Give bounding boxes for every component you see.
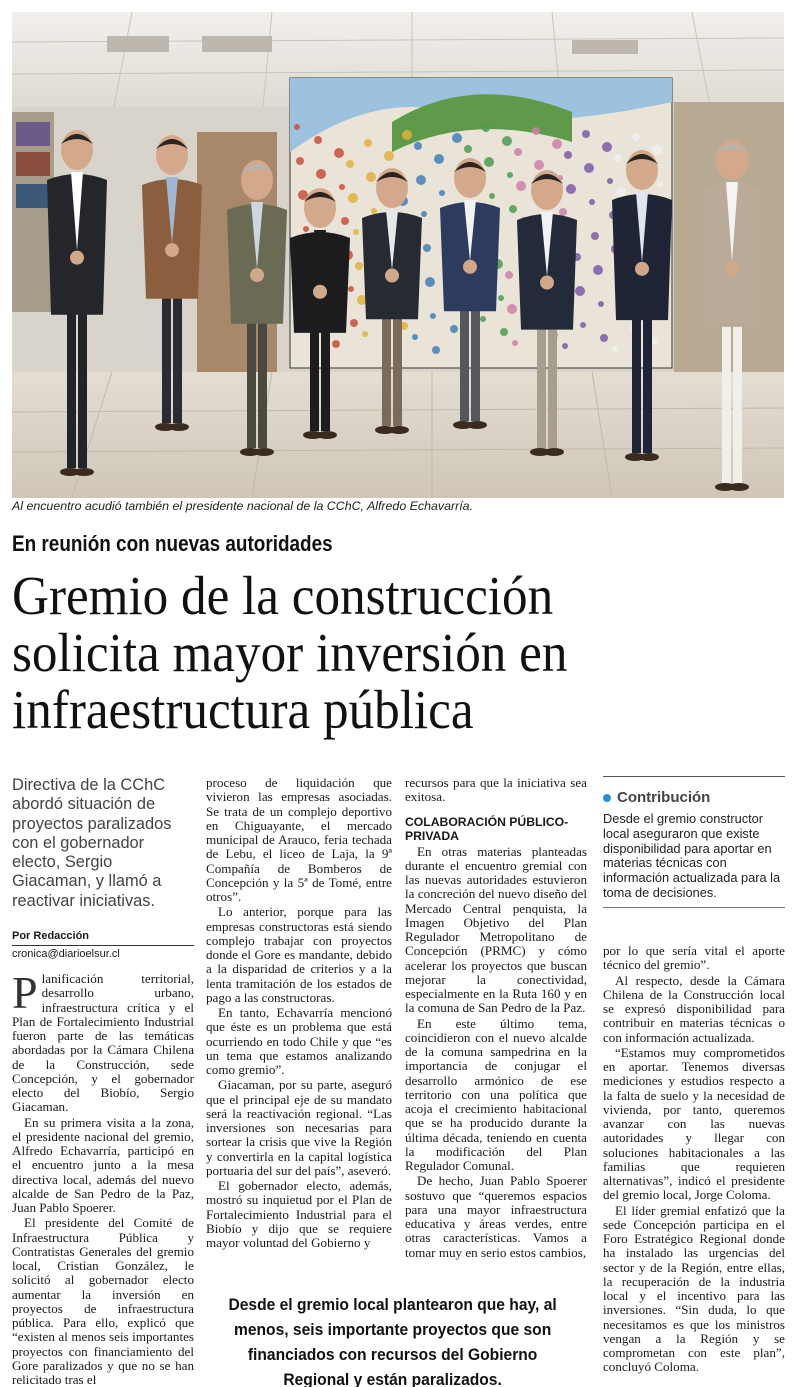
article-paragraph: El gobernador electo, además, mostró su inquietud por el Plan de Fortalecimiento Industrial para el Biobío y dijo que se requiere mayor voluntad del Gobierno y xyxy=(206,1178,392,1250)
headline-line-2: solicita mayor inversión en xyxy=(12,622,568,683)
article-paragraph: Giacaman, por su parte, aseguró que el principal eje de su mandato será la reactivación regional. “Las inversiones son necesarias para sortear la crisis que vive la Región y convertirla en la capital logística portuaria del sur del país”, aseveró. xyxy=(206,1077,392,1178)
group-photo xyxy=(12,12,784,498)
bullet-dot-icon xyxy=(603,794,611,802)
box-bottom-rule xyxy=(603,907,785,908)
box-title-text: Contribución xyxy=(617,789,711,806)
article-paragraph: En otras materias planteadas durante el encuentro gremial con las nuevas autoridades estuvieron la concreción del nuevo diseño del Mercado Central penquista, la Imagen Objetivo del Plan Regulador Metropolitano de Concepción (PRMC) y cómo acelerar los proyectos que buscan mejorar la conectividad, especialmente en la Ruta 160 y en la comuna de San Pedro de la Paz. xyxy=(405,843,587,1016)
byline-rule xyxy=(12,945,194,946)
byline-email: cronica@diarioelsur.cl xyxy=(12,948,120,960)
box-title xyxy=(603,789,785,806)
article-paragraph: Lo anterior, porque para las empresas constructoras está siendo complejo trabajar con proyectos donde el Gore es mandante, debido a la disparidad de criterios y a la lenta tramitación de los estados de pago a las constructoras. xyxy=(206,904,392,1005)
article-paragraph: En tanto, Echavarría mencionó que éste es un problema que está ocurriendo en todo Chile y que “es un tema que estamos analizando como gremio”. xyxy=(206,1005,392,1077)
drop-cap: P xyxy=(12,967,38,1018)
article-column-3 xyxy=(405,776,587,1261)
contribution-box xyxy=(603,776,785,908)
article-paragraph: “Estamos muy comprometidos en aportar. Tenemos diversas mediciones y estudios respecto a la falta de suelo y la necesidad de vivienda, por tanto, queremos avanzar con las nuevas autoridades y llegar con soluciones habitacionales a las familias que requieren alternativas”, indicó el presidente del gremio local, Jorge Coloma. xyxy=(603,1044,785,1203)
headline-line-3: infraestructura pública xyxy=(12,679,474,740)
article-paragraph: En su primera visita a la zona, el presidente nacional del gremio, Alfredo Echavarría, participó en el encuentro junto a la mesa directiva local, además del nuevo alcalde de San Pedro de la Paz, Juan Pablo Spoerer. xyxy=(12,1114,194,1215)
article-paragraph: Planificación territorial, desarrollo urbano, infraestructura crítica y el Plan de Fortalecimiento Industrial fueron parte de las temáticas abordadas por la Cámara Chilena de la Construcción, sede Concepción, y el gobernador electo del Biobío, Sergio Giacaman. xyxy=(12,967,194,1115)
article-headline xyxy=(12,567,784,738)
article-column-1 xyxy=(12,967,194,1387)
pull-quote-text: Desde el gremio local plantearon que hay, al menos, seis importante proyectos que son financiados con recursos del Gobierno Regional y están paralizados. xyxy=(228,1295,557,1387)
photo-caption: Al encuentro acudió también el presidente nacional de la CChC, Alfredo Echavarría. xyxy=(12,499,474,513)
byline xyxy=(12,929,194,961)
group-photo-illustration xyxy=(12,12,784,498)
article-paragraph: El presidente del Comité de Infraestructura Pública y Contratistas Generales del gremio local, Cristian González, le solicitó al gobernador electo aumentar la inversión en proyectos de infraestructura pública. Para ello, explicó que “existen al menos seis importantes proyectos con financiamiento del Gore paralizados y que no se han relicitado tras el xyxy=(12,1215,194,1387)
article-paragraph: De hecho, Juan Pablo Spoerer sostuvo que “queremos espacios para una mayor infraestructura educativa y áreas verdes, entre otras características. Vamos a tomar muy en serio estos cambios, xyxy=(405,1173,587,1260)
article-paragraph: proceso de liquidación que vivieron las empresas asociadas. Se trata de un complejo deportivo en Chiguayante, el mercado municipal de Arauco, feria techada de Lebu, el liceo de Laja, la 9ª Compañía de Bomberos de Concepción y la 5ª de Tomé, entre otros”. xyxy=(206,775,392,904)
box-text: Desde el gremio constructor local aseguraron que existe disponibilidad para aportar en materias técnicas con información actualizada para la toma de decisiones. xyxy=(603,811,781,900)
article-paragraph: por lo que sería vital el aporte técnico del gremio”. xyxy=(603,943,785,973)
article-column-2 xyxy=(206,776,392,1251)
article-lead: Directiva de la CChC abordó situación de proyectos paralizados con el gobernador electo, Sergio Giacaman, y llamó a reactivar iniciativas. xyxy=(12,776,172,910)
article-paragraph: recursos para que la iniciativa sea exitosa. xyxy=(405,775,587,805)
byline-author: Por Redacción xyxy=(12,930,90,942)
article-paragraph: En este último tema, coincidieron con el nuevo alcalde de la comuna sampedrina en la importancia de conjugar el desarrollo armónico de ese territorio con una política que acoja el crecimiento habitacional que se ha producido durante la última década, teniendo en cuenta la modificación del Plan Regulador Comunal. xyxy=(405,1015,587,1173)
article-paragraph: El líder gremial enfatizó que la sede Concepción participa en el Foro Estratégico Regional donde ha instalado las urgencias del sector y de la Región, entre ellas, la recuperación de la industria local y el incentivo para las inversiones. “Sin duda, lo que necesitamos es que los ministros vengan a la Región y se comprometan con este plan”, concluyó Coloma. xyxy=(603,1202,785,1375)
box-top-rule xyxy=(603,776,785,777)
article-kicker: En reunión con nuevas autoridades xyxy=(12,531,333,556)
section-subhead: COLABORACIÓN PÚBLICO-PRIVADA xyxy=(405,814,569,843)
article-paragraph: Al respecto, desde la Cámara Chilena de la Construcción local se expresó disponibilidad para contribuir en materias técnicas o con información actualizada. xyxy=(603,972,785,1045)
headline-line-1: Gremio de la construcción xyxy=(12,565,554,626)
pull-quote xyxy=(206,1282,590,1387)
article-column-4 xyxy=(603,944,785,1376)
